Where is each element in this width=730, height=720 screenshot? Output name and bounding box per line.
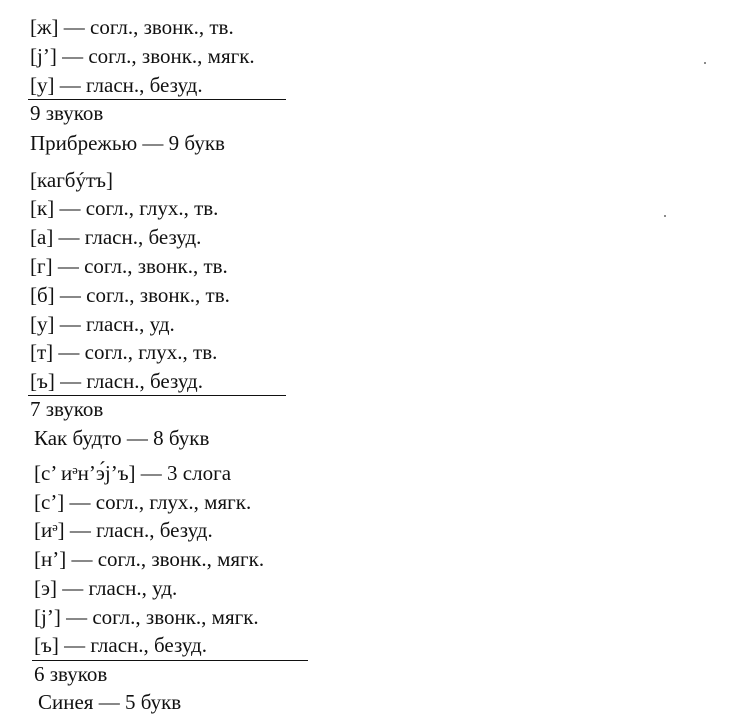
scan-speck [664,215,666,217]
phoneme-line: [а] — гласн., безуд. [30,225,202,249]
sound-count: 6 звуков [34,662,108,686]
phoneme-line: [j’] — согл., звонк., мягк. [34,605,259,629]
phoneme-line: [б] — согл., звонк., тв. [30,283,230,307]
letter-count-summary: Как будто — 8 букв [34,426,210,450]
phoneme-line: [н’] — согл., звонк., мягк. [34,547,265,571]
phoneme-line: [ъ] — гласн., безуд. [34,633,207,657]
phoneme-line: [с’] — согл., глух., мягк. [34,490,252,514]
sound-count: 9 звуков [30,101,104,125]
phoneme-line: [э] — гласн., уд. [34,576,178,600]
phoneme-line: [j’] — согл., звонк., мягк. [30,44,255,68]
phoneme-line: [т] — согл., глух., тв. [30,340,218,364]
phoneme-line: [к] — согл., глух., тв. [30,196,219,220]
phoneme-line: [иᵊ] — гласн., безуд. [34,518,213,542]
scan-speck [704,62,706,64]
phoneme-line: [у] — гласн., безуд. [30,73,203,97]
underline-rule [32,660,308,661]
letter-count-summary: Синея — 5 букв [38,690,182,714]
sound-count: 7 звуков [30,397,104,421]
phoneme-line: [ъ] — гласн., безуд. [30,369,203,393]
underline-rule [28,99,286,100]
transcription-line: [с’ иᵊн’э́j’ъ] — 3 слога [34,461,232,485]
phoneme-line: [ж] — согл., звонк., тв. [30,15,234,39]
phoneme-line: [г] — согл., звонк., тв. [30,254,228,278]
underline-rule [28,395,286,396]
letter-count-summary: Прибрежью — 9 букв [30,131,225,155]
transcription-line: [кагбýтъ] [30,168,114,192]
phoneme-line: [у] — гласн., уд. [30,312,175,336]
